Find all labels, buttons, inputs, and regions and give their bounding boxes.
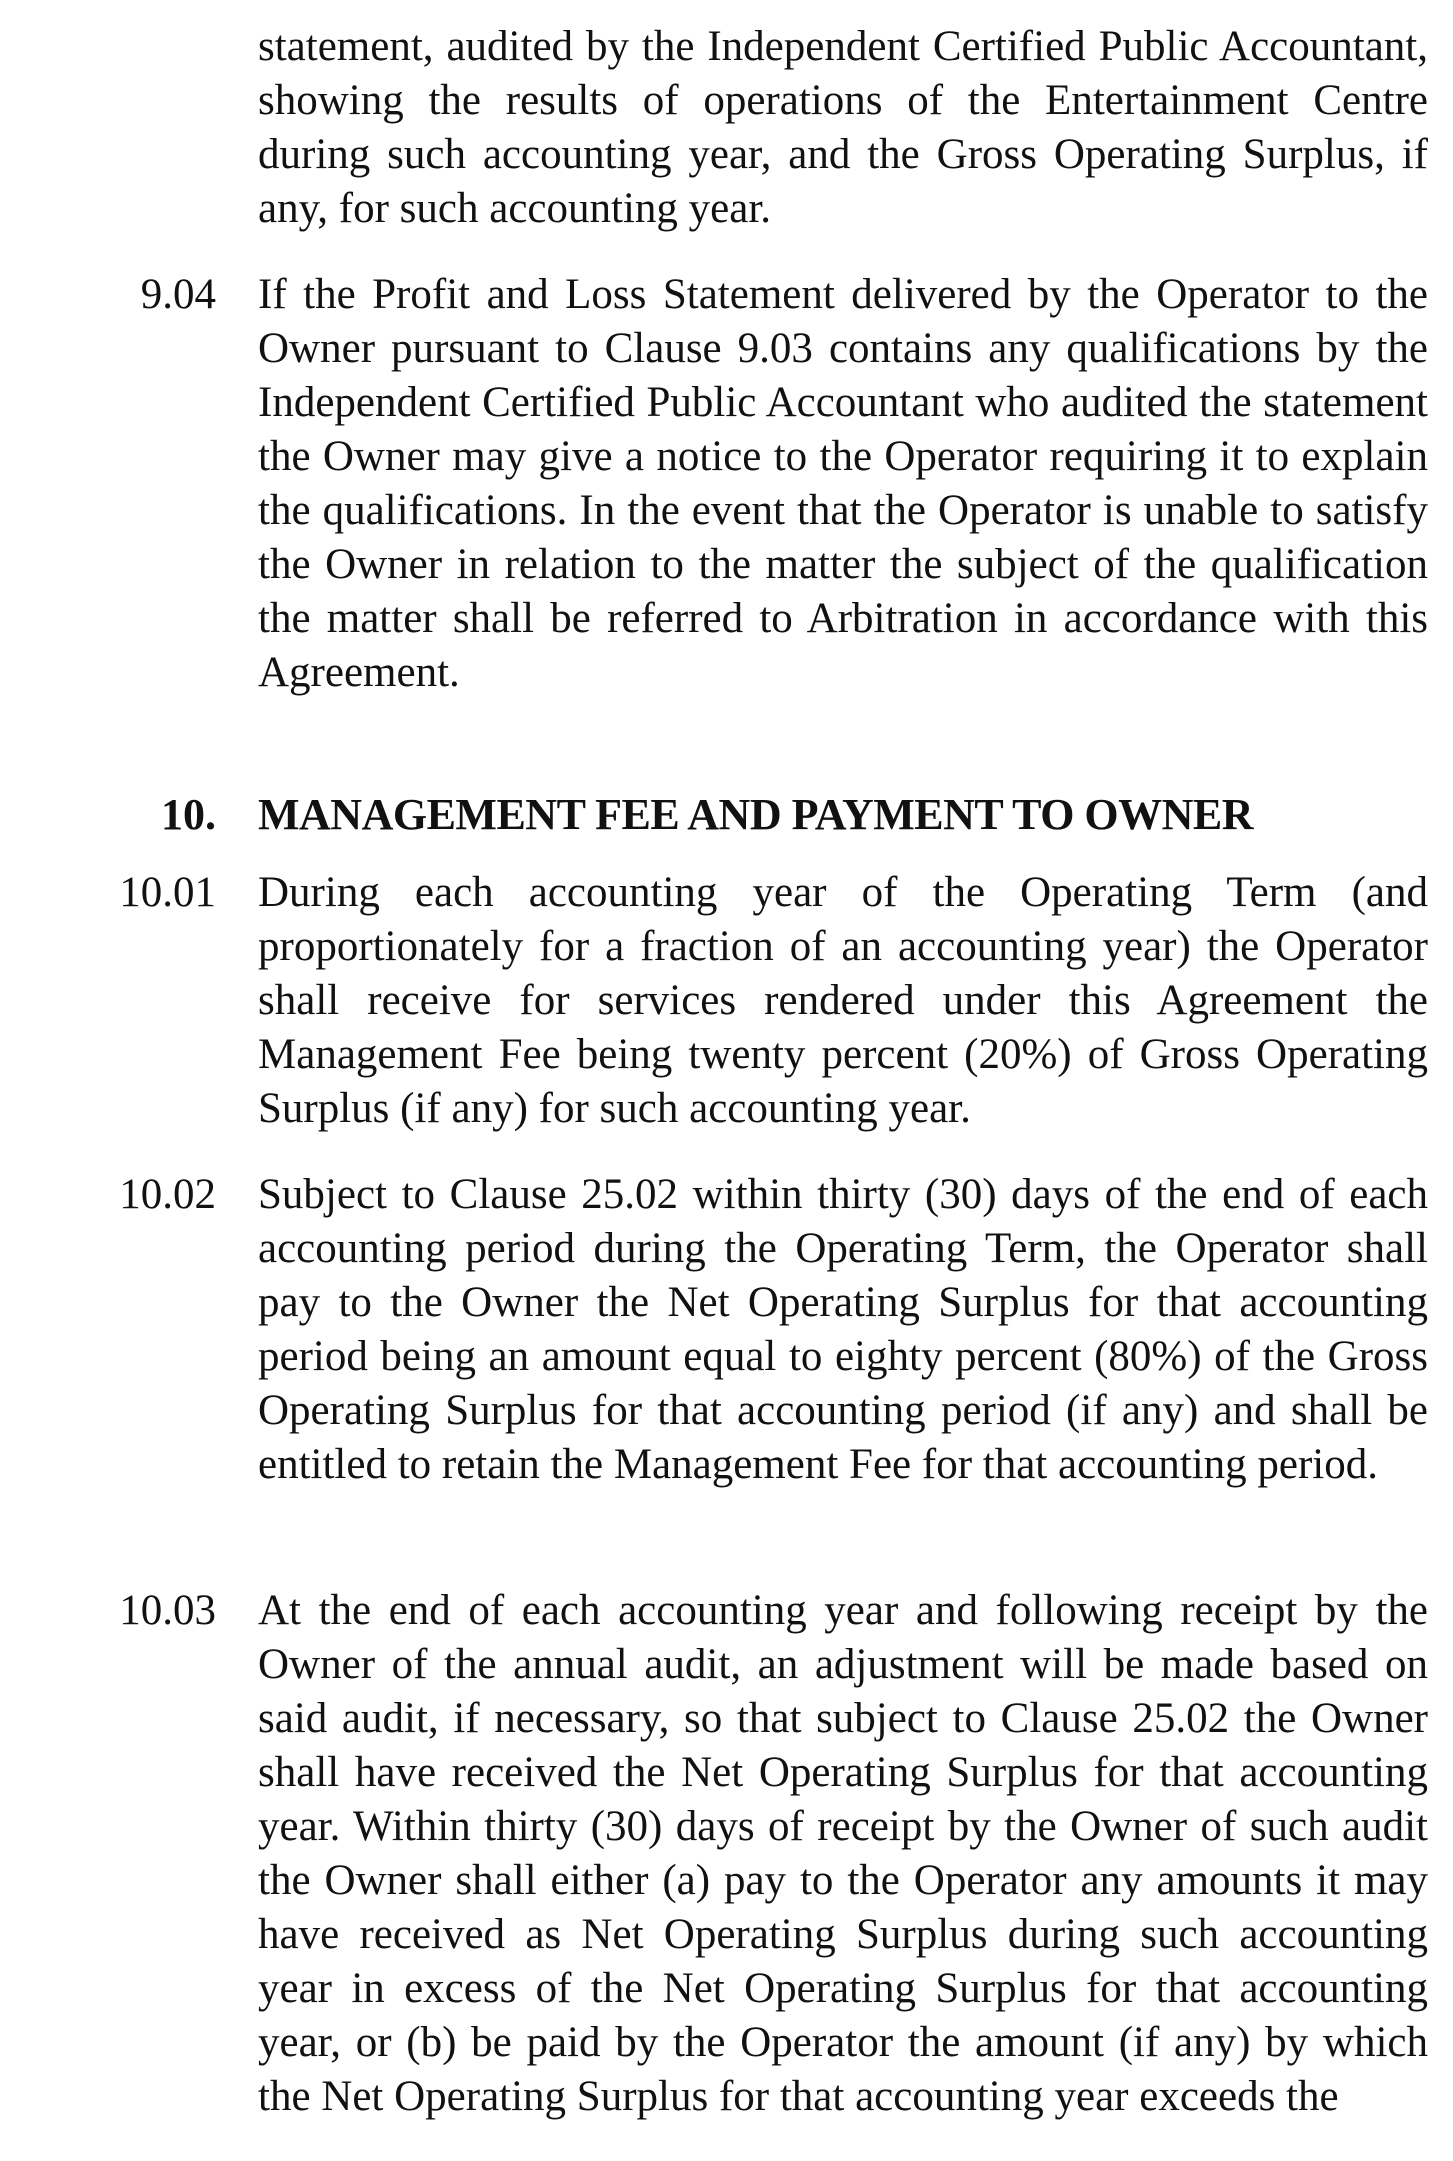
- section-number: 10.: [161, 790, 216, 839]
- clause-number: 10.01: [119, 869, 216, 916]
- clause-text: If the Profit and Loss Statement delivered by the Operator to the Owner pursuant to Clause 9.03 contains any qualifications by the Independent Certified Public Accountant who audited the statement the Owner may give a notice to the Operator requiring it to explain the qualifications. In the event that the Operator is unable to satisfy the Owner in relation to the matter the subject of the qualification the matter shall be referred to Arbitration in accordance with this Agreement.: [258, 271, 1428, 696]
- clause-text: At the end of each accounting year and following receipt by the Owner of the annual audit, an adjustment will be made based on said audit, if necessary, so that subject to Clause 25.02 the Owner shall have received the Net Operating Surplus for that accounting year. Within thirty (30) days of receipt by the Owner of such audit the Owner shall either (a) pay to the Operator any amounts it may have received as Net Operating Surplus during such accounting year in excess of the Net Operating Surplus for that accounting year, or (b) be paid by the Operator the amount (if any) by which the Net Operating Surplus for that accounting year exceeds the: [258, 1587, 1428, 2120]
- clause-number: 10.03: [119, 1587, 216, 1634]
- section-title: MANAGEMENT FEE AND PAYMENT TO OWNER: [258, 790, 1254, 839]
- clause-text: During each accounting year of the Operating Term (and proportionately for a fraction of an accounting year) the Operator shall receive for services rendered under this Agreement the Management Fee being twenty percent (20%) of Gross Operating Surplus (if any) for such accounting year.: [258, 869, 1428, 1132]
- clause-number: 10.02: [119, 1171, 216, 1218]
- clause-text: statement, audited by the Independent Certified Public Accountant, showing the results of operations of the Entertainment Centre during such accounting year, and the Gross Operating Surplus, if any, for such accounting year.: [258, 23, 1428, 232]
- clause-number: 9.04: [140, 271, 216, 318]
- clause-text: Subject to Clause 25.02 within thirty (30) days of the end of each accounting period during the Operating Term, the Operator shall pay to the Owner the Net Operating Surplus for that accounting period being an amount equal to eighty percent (80%) of the Gross Operating Surplus for that accounting period (if any) and shall be entitled to retain the Management Fee for that accounting period.: [258, 1171, 1428, 1488]
